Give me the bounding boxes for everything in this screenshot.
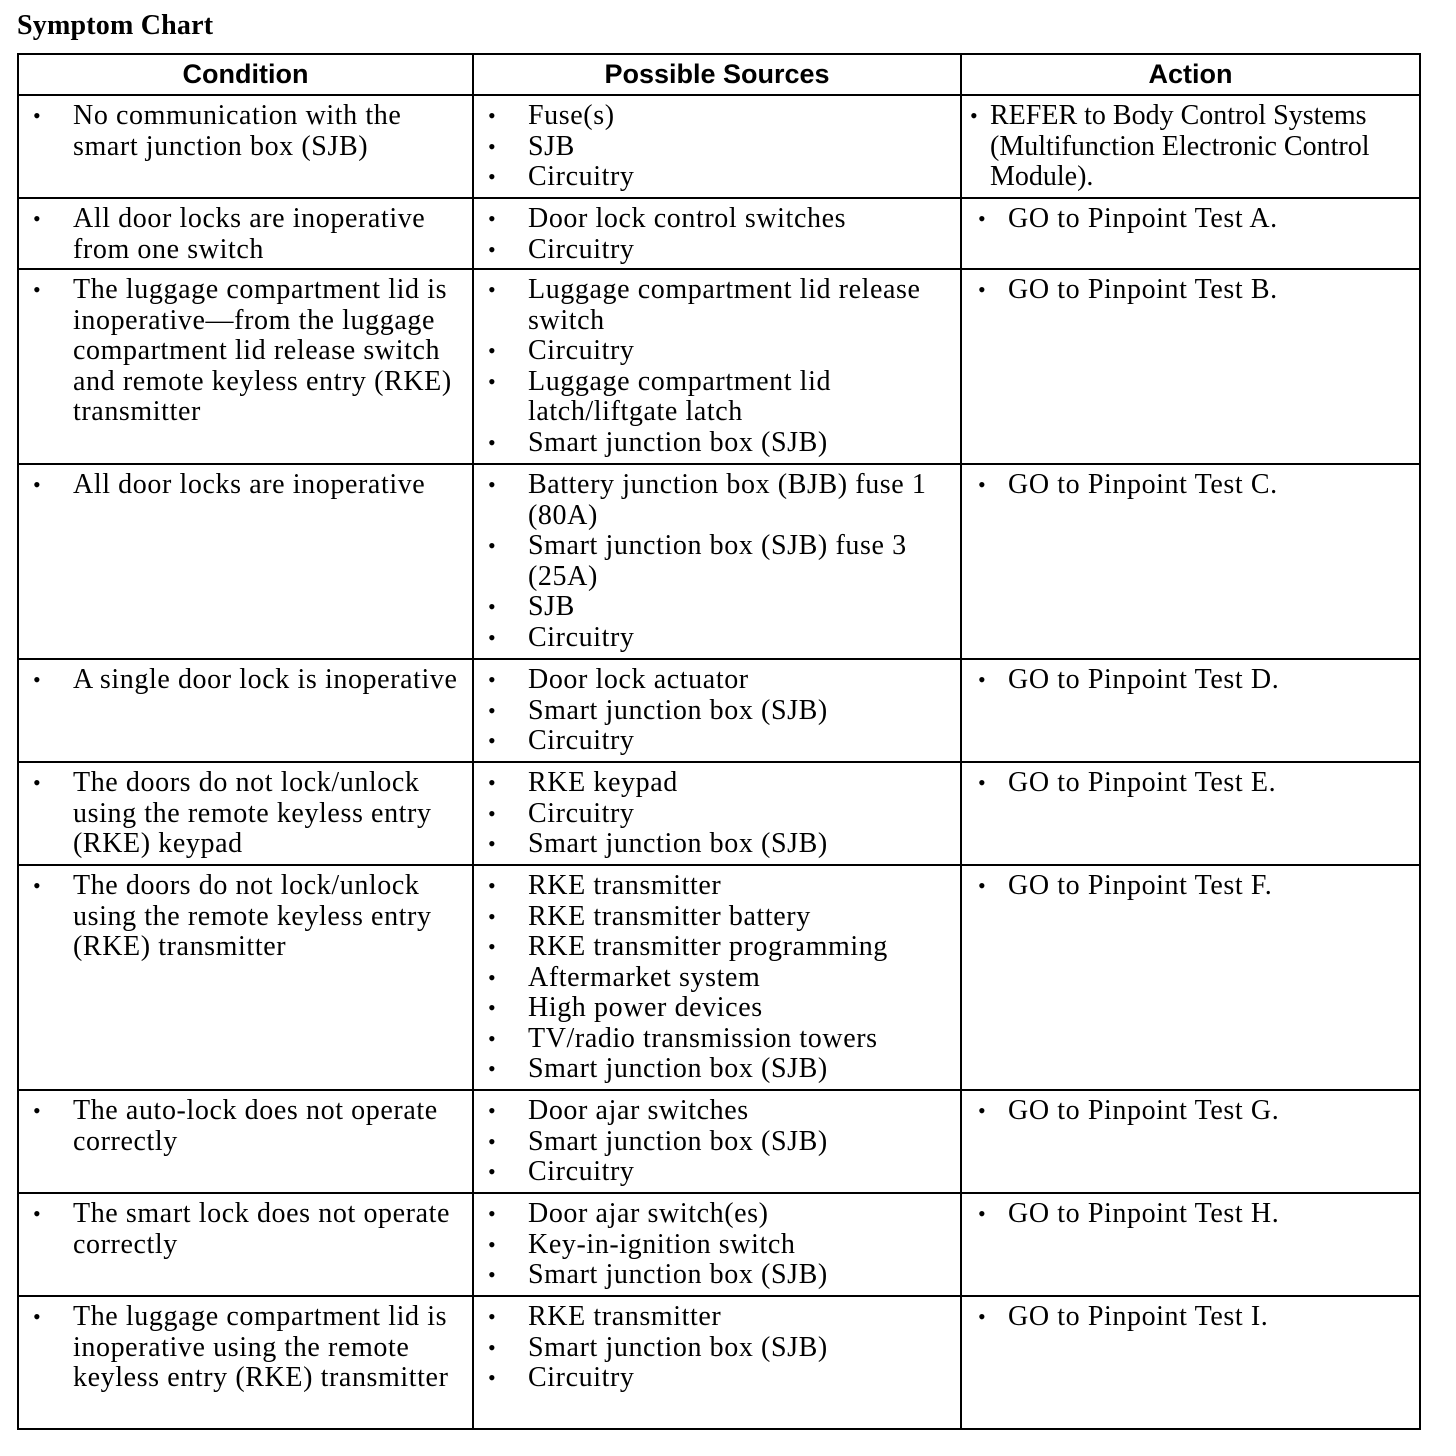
- action-text: • GO to Pinpoint Test B.: [970, 275, 1411, 306]
- action-text: • GO to Pinpoint Test A.: [970, 204, 1411, 235]
- source-item: • Key-in-ignition switch: [482, 1230, 952, 1261]
- table-row: [18, 95, 1420, 198]
- condition-text: • All door locks are inoperative: [27, 470, 464, 501]
- header-action: Action: [961, 54, 1420, 95]
- condition-cell: [18, 1296, 473, 1429]
- source-item: • Smart junction box (SJB): [482, 1260, 952, 1291]
- header-row: [18, 54, 1420, 95]
- condition-cell: [18, 659, 473, 762]
- table-row: [18, 1296, 1420, 1429]
- condition-text: • The luggage compartment lid is inoperative using the remote keyless entry (RKE) transmitter: [27, 1302, 464, 1394]
- action-cell: [961, 1296, 1420, 1429]
- source-item: • Smart junction box (SJB): [482, 1333, 952, 1364]
- source-item: • RKE keypad: [482, 768, 952, 799]
- action-text: • GO to Pinpoint Test D.: [970, 665, 1411, 696]
- action-cell: [961, 198, 1420, 269]
- source-item: • TV/radio transmission towers: [482, 1024, 952, 1055]
- source-item: • RKE transmitter battery: [482, 902, 952, 933]
- table-body: [18, 95, 1420, 1429]
- source-item: • Fuse(s): [482, 101, 952, 132]
- action-cell: [961, 269, 1420, 464]
- action-text: • GO to Pinpoint Test H.: [970, 1199, 1411, 1230]
- possible-sources-cell: [473, 865, 961, 1090]
- source-item: • Smart junction box (SJB): [482, 1054, 952, 1085]
- source-item: • High power devices: [482, 993, 952, 1024]
- action-text: • GO to Pinpoint Test E.: [970, 768, 1411, 799]
- source-item: • Smart junction box (SJB): [482, 829, 952, 860]
- source-item: • SJB: [482, 132, 952, 163]
- table-row: [18, 762, 1420, 865]
- condition-text: • No communication with the smart junction box (SJB): [27, 101, 464, 162]
- condition-cell: [18, 1193, 473, 1296]
- condition-cell: [18, 1090, 473, 1193]
- action-text: • REFER to Body Control Systems (Multifunction Electronic Control Module).: [970, 101, 1411, 193]
- source-item: • SJB: [482, 592, 952, 623]
- possible-sources-cell: [473, 198, 961, 269]
- possible-sources-cell: [473, 95, 961, 198]
- action-cell: [961, 1193, 1420, 1296]
- source-item: • Aftermarket system: [482, 963, 952, 994]
- page-title: Symptom Chart: [17, 10, 214, 41]
- condition-cell: [18, 269, 473, 464]
- source-item: • Smart junction box (SJB) fuse 3 (25A): [482, 531, 952, 592]
- header-condition: Condition: [18, 54, 473, 95]
- possible-sources-cell: [473, 464, 961, 659]
- source-item: • RKE transmitter: [482, 871, 952, 902]
- table-row: [18, 659, 1420, 762]
- symptom-chart-table: [17, 53, 1421, 1430]
- source-item: • RKE transmitter: [482, 1302, 952, 1333]
- possible-sources-cell: [473, 762, 961, 865]
- source-item: • Door lock actuator: [482, 665, 952, 696]
- source-item: • Luggage compartment lid release switch: [482, 275, 952, 336]
- action-cell: [961, 659, 1420, 762]
- source-item: • Circuitry: [482, 623, 952, 654]
- condition-cell: [18, 762, 473, 865]
- possible-sources-cell: [473, 1296, 961, 1429]
- source-item: • RKE transmitter programming: [482, 932, 952, 963]
- source-item: • Circuitry: [482, 1157, 952, 1188]
- condition-text: • The smart lock does not operate correctly: [27, 1199, 464, 1260]
- table-row: [18, 269, 1420, 464]
- action-cell: [961, 762, 1420, 865]
- source-item: • Smart junction box (SJB): [482, 1127, 952, 1158]
- action-text: • GO to Pinpoint Test I.: [970, 1302, 1411, 1333]
- action-text: • GO to Pinpoint Test G.: [970, 1096, 1411, 1127]
- source-item: • Circuitry: [482, 726, 952, 757]
- action-text: • GO to Pinpoint Test C.: [970, 470, 1411, 501]
- source-item: • Smart junction box (SJB): [482, 428, 952, 459]
- possible-sources-cell: [473, 659, 961, 762]
- source-item: • Door ajar switch(es): [482, 1199, 952, 1230]
- table-row: [18, 1090, 1420, 1193]
- action-cell: [961, 95, 1420, 198]
- condition-cell: [18, 198, 473, 269]
- action-cell: [961, 1090, 1420, 1193]
- source-item: • Luggage compartment lid latch/liftgate latch: [482, 367, 952, 428]
- condition-cell: [18, 464, 473, 659]
- possible-sources-cell: [473, 269, 961, 464]
- possible-sources-cell: [473, 1193, 961, 1296]
- source-item: • Circuitry: [482, 162, 952, 193]
- table-row: [18, 865, 1420, 1090]
- table-row: [18, 198, 1420, 269]
- action-cell: [961, 865, 1420, 1090]
- condition-cell: [18, 95, 473, 198]
- header-possible-sources: Possible Sources: [473, 54, 961, 95]
- source-item: • Door ajar switches: [482, 1096, 952, 1127]
- condition-cell: [18, 865, 473, 1090]
- condition-text: • A single door lock is inoperative: [27, 665, 464, 696]
- condition-text: • The luggage compartment lid is inoperative—from the luggage compartment lid release switch and remote keyless entry (RKE) transmitter: [27, 275, 464, 428]
- source-item: • Circuitry: [482, 1363, 952, 1394]
- source-item: • Circuitry: [482, 799, 952, 830]
- action-cell: [961, 464, 1420, 659]
- source-item: • Smart junction box (SJB): [482, 696, 952, 727]
- source-item: • Circuitry: [482, 336, 952, 367]
- action-text: • GO to Pinpoint Test F.: [970, 871, 1411, 902]
- table-row: [18, 1193, 1420, 1296]
- possible-sources-cell: [473, 1090, 961, 1193]
- condition-text: • The doors do not lock/unlock using the remote keyless entry (RKE) keypad: [27, 768, 464, 860]
- source-item: • Battery junction box (BJB) fuse 1 (80A): [482, 470, 952, 531]
- source-item: • Circuitry: [482, 235, 952, 266]
- condition-text: • All door locks are inoperative from one switch: [27, 204, 464, 265]
- source-item: • Door lock control switches: [482, 204, 952, 235]
- table-row: [18, 464, 1420, 659]
- condition-text: • The doors do not lock/unlock using the remote keyless entry (RKE) transmitter: [27, 871, 464, 963]
- condition-text: • The auto-lock does not operate correctly: [27, 1096, 464, 1157]
